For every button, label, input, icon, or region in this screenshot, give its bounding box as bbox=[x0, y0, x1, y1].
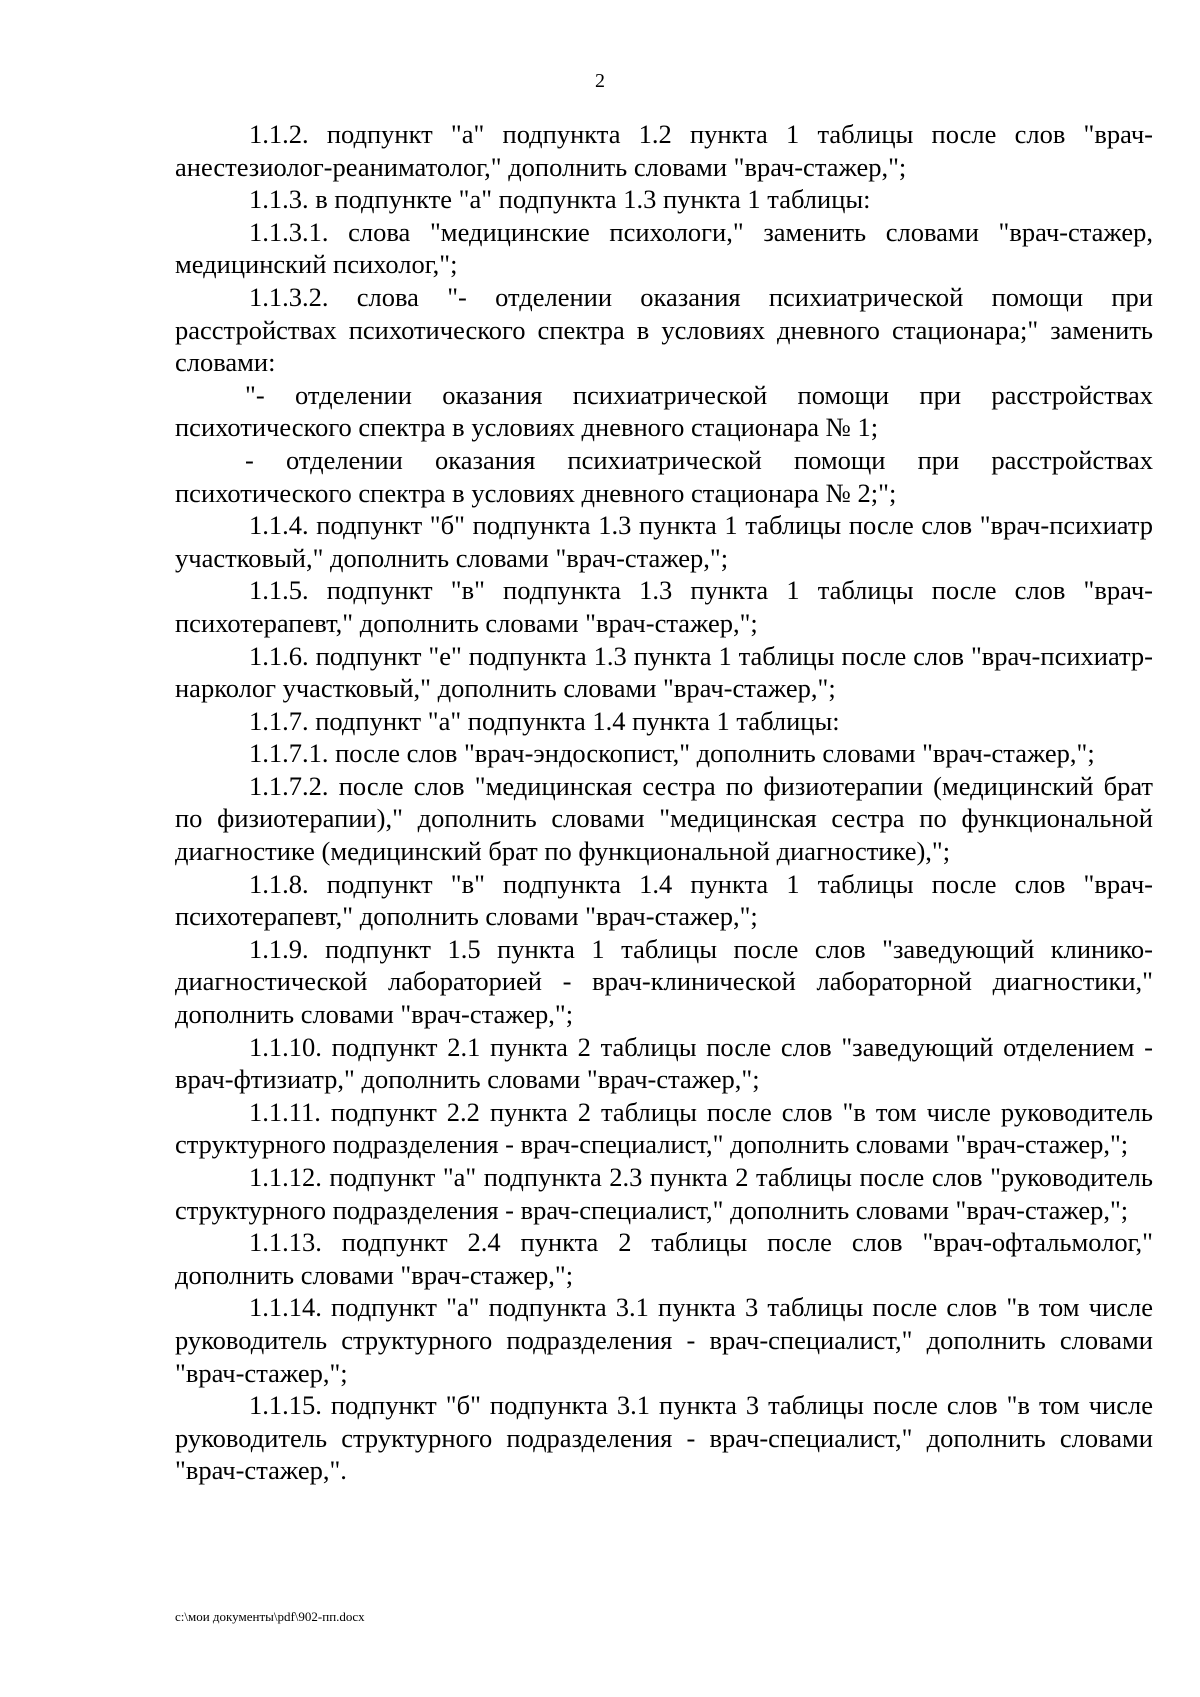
paragraph-1-1-10: 1.1.10. подпункт 2.1 пункта 2 таблицы после слов "заведующий отделением - врач-фтизиатр," дополнить словами "врач-стажер,"; bbox=[175, 1031, 1153, 1095]
paragraph-1-1-3-1: 1.1.3.1. слова "медицинские психологи," заменить словами "врач-стажер, медицинский психолог,"; bbox=[175, 216, 1153, 280]
document-body bbox=[175, 118, 1153, 1487]
paragraph-1-1-7-2: 1.1.7.2. после слов "медицинская сестра по физиотерапии (медицинский брат по физиотерапии)," дополнить словами "медицинская сестра по функциональной диагностике (медицинский брат по функциональной диагностике),"; bbox=[175, 770, 1153, 867]
paragraph-1-1-4: 1.1.4. подпункт "б" подпункта 1.3 пункта 1 таблицы после слов "врач-психиатр участковый," дополнить словами "врач-стажер,"; bbox=[175, 510, 1153, 573]
paragraph-1-1-9: 1.1.9. подпункт 1.5 пункта 1 таблицы после слов "заведующий клинико-диагностической лабораторией - врач-клинической лабораторной диагностики," дополнить словами "врач-стажер,"; bbox=[175, 933, 1153, 1030]
paragraph-1-1-5: 1.1.5. подпункт "в" подпункта 1.3 пункта 1 таблицы после слов "врач-психотерапевт," дополнить словами "врач-стажер,"; bbox=[175, 575, 1153, 638]
footer-file-path: c:\мои документы\pdf\902-пп.docx bbox=[175, 1609, 365, 1624]
paragraph-1-1-11: 1.1.11. подпункт 2.2 пункта 2 таблицы после слов "в том числе руководитель структурного подразделения - врач-специалист," дополнить словами "врач-стажер,"; bbox=[175, 1096, 1153, 1160]
paragraph-1-1-7: 1.1.7. подпункт "а" подпункта 1.4 пункта 1 таблицы: bbox=[249, 705, 840, 736]
paragraph-1-1-14: 1.1.14. подпункт "а" подпункта 3.1 пункта 3 таблицы после слов "в том числе руководитель структурного подразделения - врач-специалист," дополнить словами "врач-стажер,"; bbox=[175, 1292, 1153, 1388]
quoted-item-stationary-2: - отделении оказания психиатрической помощи при расстройствах психотического спектра в условиях дневного стационара № 2;"; bbox=[175, 444, 1153, 508]
paragraph-1-1-3-2: 1.1.3.2. слова "- отделении оказания психиатрической помощи при расстройствах психотического спектра в условиях дневного стационара;" заменить словами: bbox=[175, 281, 1153, 378]
paragraph-1-1-15: 1.1.15. подпункт "б" подпункта 3.1 пункта 3 таблицы после слов "в том числе руководитель структурного подразделения - врач-специалист," дополнить словами "врач-стажер,". bbox=[175, 1390, 1153, 1486]
page-number: 2 bbox=[595, 70, 605, 92]
paragraph-1-1-2: 1.1.2. подпункт "а" подпункта 1.2 пункта 1 таблицы после слов "врач-анестезиолог-реаниматолог," дополнить словами "врач-стажер,"; bbox=[175, 119, 1153, 182]
paragraph-1-1-12: 1.1.12. подпункт "а" подпункта 2.3 пункта 2 таблицы после слов "руководитель структурного подразделения - врач-специалист," дополнить словами "врач-стажер,"; bbox=[175, 1162, 1153, 1225]
quoted-item-stationary-1: "- отделении оказания психиатрической помощи при расстройствах психотического спектра в условиях дневного стационара № 1; bbox=[175, 379, 1153, 443]
paragraph-1-1-3: 1.1.3. в подпункте "а" подпункта 1.3 пункта 1 таблицы: bbox=[249, 184, 871, 215]
paragraph-1-1-6: 1.1.6. подпункт "е" подпункта 1.3 пункта 1 таблицы после слов "врач-психиатр-нарколог участковый," дополнить словами "врач-стажер,"; bbox=[175, 640, 1153, 704]
paragraph-1-1-13: 1.1.13. подпункт 2.4 пункта 2 таблицы после слов "врач-офтальмолог," дополнить словами "врач-стажер,"; bbox=[175, 1227, 1153, 1290]
paragraph-1-1-8: 1.1.8. подпункт "в" подпункта 1.4 пункта 1 таблицы после слов "врач-психотерапевт," дополнить словами "врач-стажер,"; bbox=[175, 868, 1153, 932]
paragraph-1-1-7-1: 1.1.7.1. после слов "врач-эндоскопист," дополнить словами "врач-стажер,"; bbox=[249, 738, 1095, 769]
